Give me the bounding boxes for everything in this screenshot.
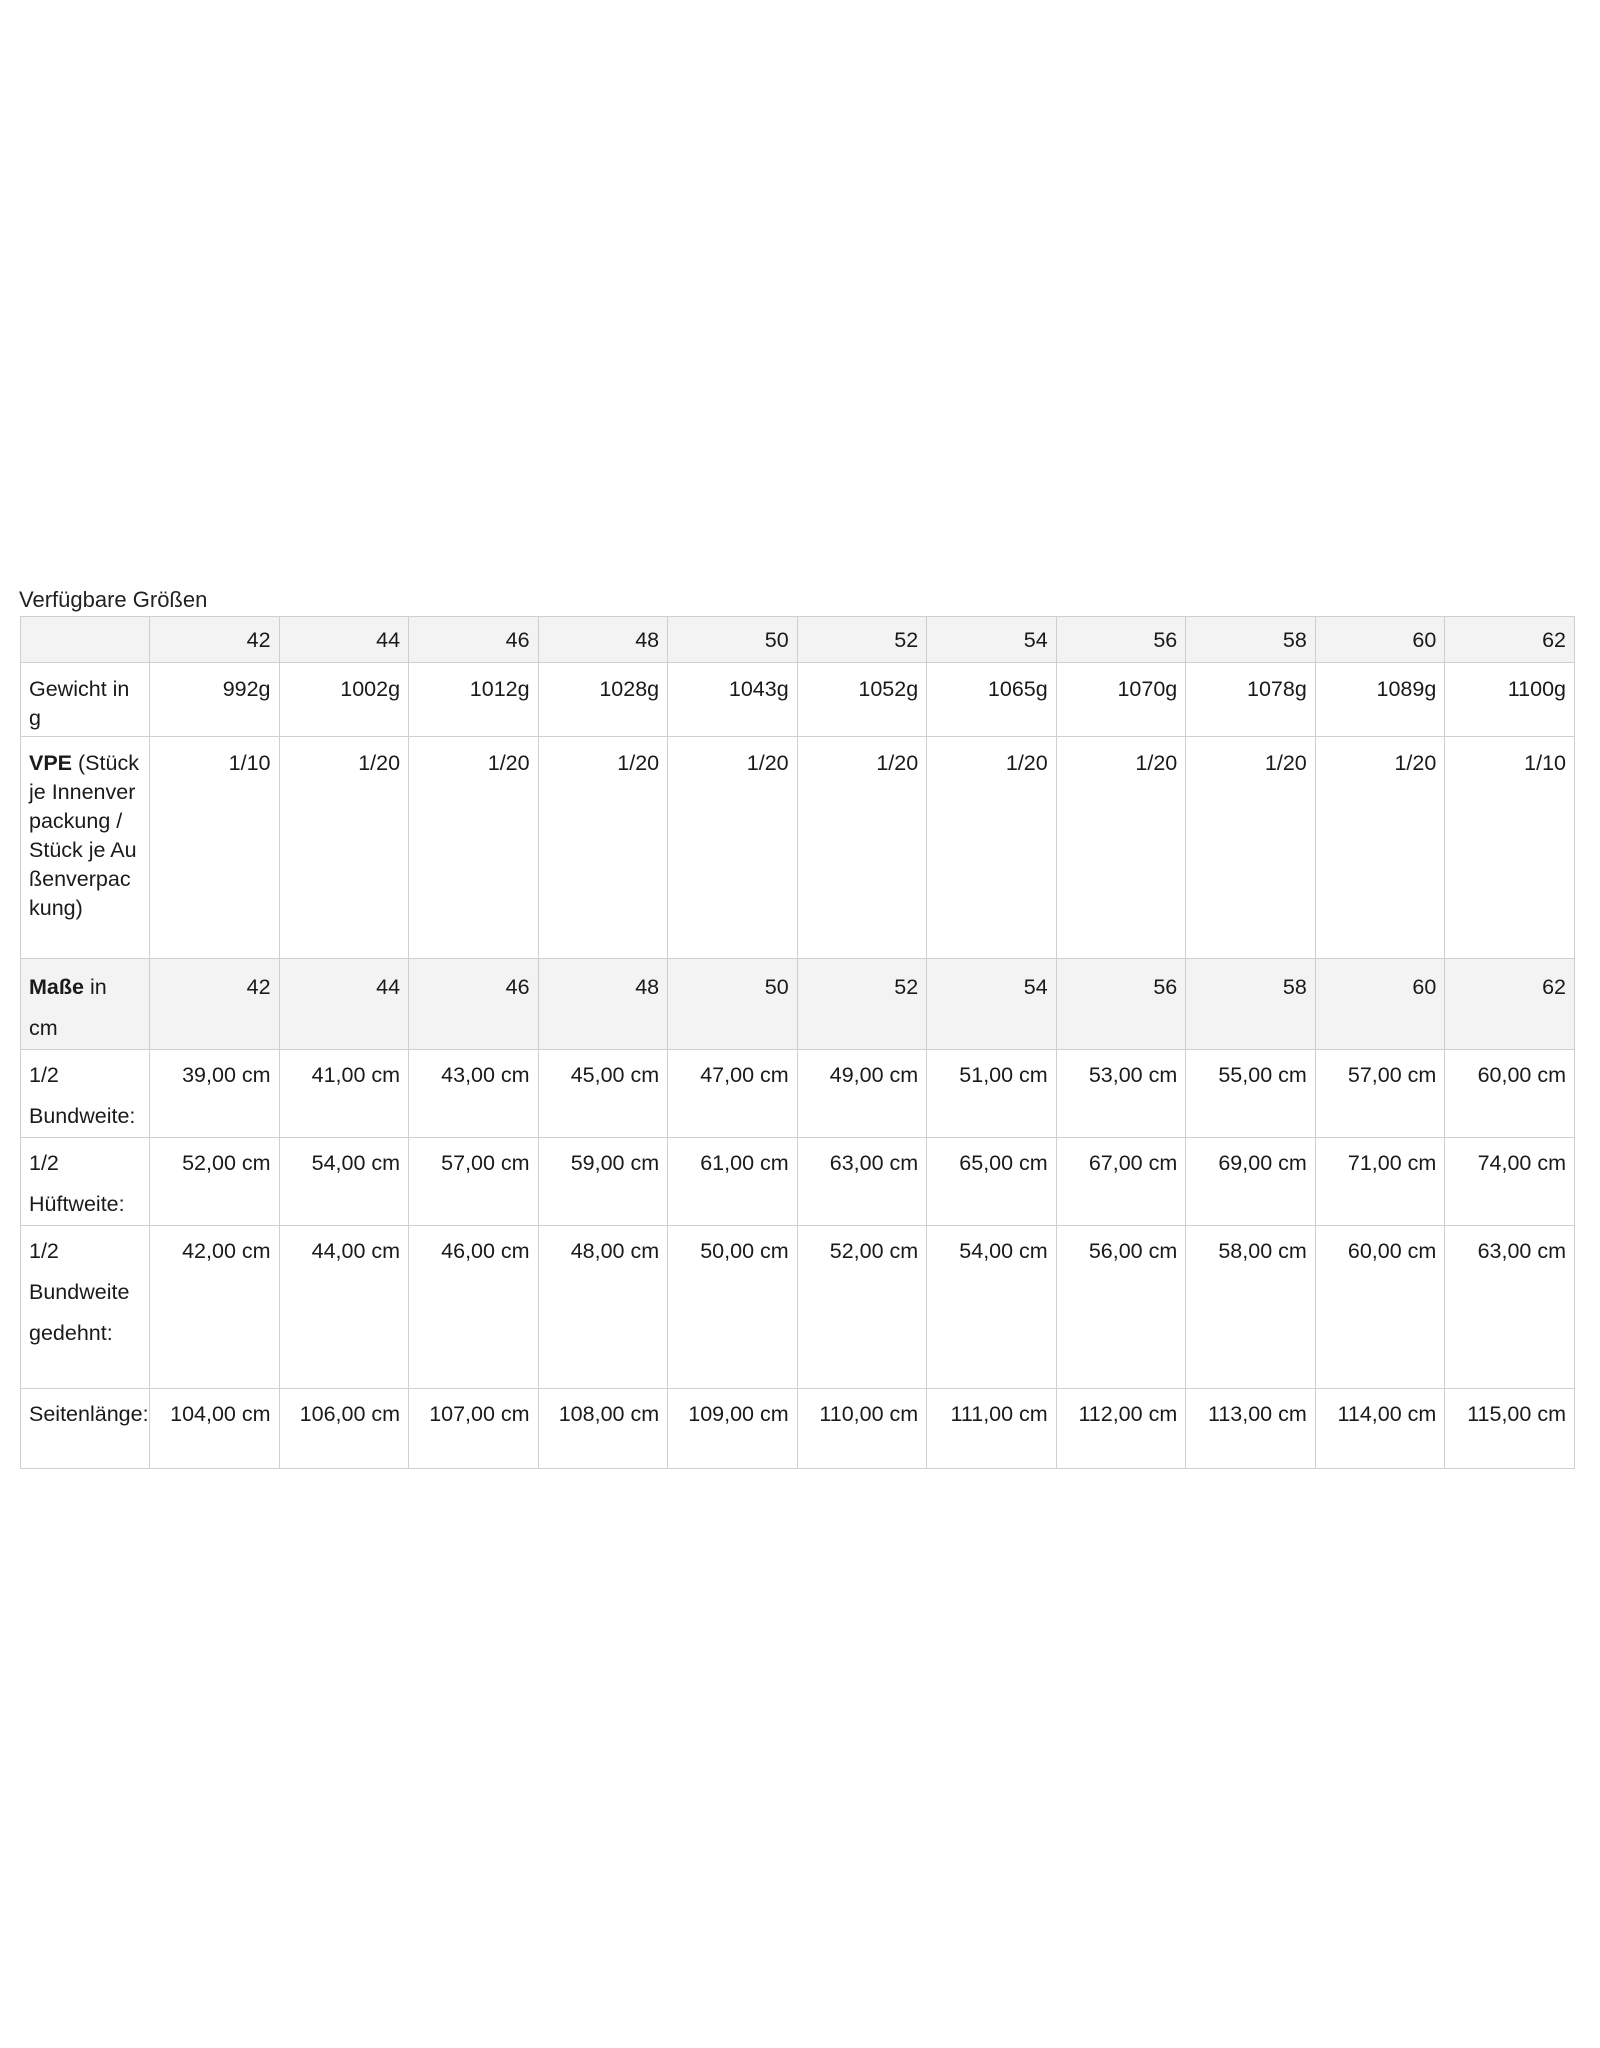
size-header-cell: 56 xyxy=(1056,617,1186,663)
bundweite-cell: 43,00 cm xyxy=(409,1050,539,1138)
size-header-cell: 46 xyxy=(409,617,539,663)
row-label-bold: Maße xyxy=(29,975,84,999)
bundweite_gedehnt-cell: 56,00 cm xyxy=(1056,1226,1186,1389)
size-header-cell: 50 xyxy=(668,617,798,663)
vpe-cell: 1/20 xyxy=(797,737,927,959)
size-header-cell: 62 xyxy=(1445,959,1575,1050)
seitenlaenge-cell: 104,00 cm xyxy=(150,1389,280,1469)
size-header-cell: 42 xyxy=(150,617,280,663)
hueftweite-cell: 69,00 cm xyxy=(1186,1138,1316,1226)
size-header-cell: 48 xyxy=(538,959,668,1050)
seitenlaenge-cell: 108,00 cm xyxy=(538,1389,668,1469)
size-header-cell: 62 xyxy=(1445,617,1575,663)
size-header-row xyxy=(21,617,1575,663)
row-label-hueftweite: 1/2 Hüftweite: xyxy=(21,1138,150,1226)
size-header-cell: 52 xyxy=(797,959,927,1050)
bundweite_gedehnt-cell: 58,00 cm xyxy=(1186,1226,1316,1389)
seitenlaenge-cell: 112,00 cm xyxy=(1056,1389,1186,1469)
size-header-cell: 44 xyxy=(279,959,409,1050)
size-header-cell: 44 xyxy=(279,617,409,663)
vpe-cell: 1/20 xyxy=(1056,737,1186,959)
size-header-cell: 58 xyxy=(1186,617,1316,663)
hueftweite-cell: 52,00 cm xyxy=(150,1138,280,1226)
size-header-cell: 60 xyxy=(1315,617,1445,663)
row-label-detail: in cm xyxy=(29,975,107,1040)
bundweite_gedehnt-cell: 42,00 cm xyxy=(150,1226,280,1389)
size-header-cell: 50 xyxy=(668,959,798,1050)
vpe-cell: 1/20 xyxy=(1186,737,1316,959)
size-table xyxy=(20,616,1575,1469)
bundweite-cell: 41,00 cm xyxy=(279,1050,409,1138)
vpe-cell: 1/20 xyxy=(279,737,409,959)
weight-cell: 1002g xyxy=(279,663,409,737)
bundweite-cell: 57,00 cm xyxy=(1315,1050,1445,1138)
hueftweite-cell: 63,00 cm xyxy=(797,1138,927,1226)
weight-cell: 1043g xyxy=(668,663,798,737)
bundweite-cell: 51,00 cm xyxy=(927,1050,1057,1138)
weight-cell: 1078g xyxy=(1186,663,1316,737)
bundweite_gedehnt-cell: 44,00 cm xyxy=(279,1226,409,1389)
bundweite-cell: 45,00 cm xyxy=(538,1050,668,1138)
half-waist-stretched-row xyxy=(21,1226,1575,1389)
table-caption: Verfügbare Größen xyxy=(19,587,208,612)
weight-cell: 1012g xyxy=(409,663,539,737)
bundweite_gedehnt-cell: 52,00 cm xyxy=(797,1226,927,1389)
size-header-cell: 46 xyxy=(409,959,539,1050)
seitenlaenge-cell: 106,00 cm xyxy=(279,1389,409,1469)
bundweite-cell: 47,00 cm xyxy=(668,1050,798,1138)
weight-cell: 1065g xyxy=(927,663,1057,737)
vpe-row xyxy=(21,737,1575,959)
bundweite-cell: 53,00 cm xyxy=(1056,1050,1186,1138)
header-corner-cell xyxy=(21,617,150,663)
weight-cell: 1089g xyxy=(1315,663,1445,737)
size-header-cell: 52 xyxy=(797,617,927,663)
row-label-bold: VPE xyxy=(29,751,73,775)
bundweite_gedehnt-cell: 63,00 cm xyxy=(1445,1226,1575,1389)
weight-cell: 1070g xyxy=(1056,663,1186,737)
bundweite-cell: 39,00 cm xyxy=(150,1050,280,1138)
weight-cell: 992g xyxy=(150,663,280,737)
bundweite_gedehnt-cell: 54,00 cm xyxy=(927,1226,1057,1389)
seitenlaenge-cell: 109,00 cm xyxy=(668,1389,798,1469)
half-waist-row xyxy=(21,1050,1575,1138)
weight-cell: 1052g xyxy=(797,663,927,737)
hueftweite-cell: 61,00 cm xyxy=(668,1138,798,1226)
seitenlaenge-cell: 115,00 cm xyxy=(1445,1389,1575,1469)
vpe-cell: 1/20 xyxy=(927,737,1057,959)
vpe-cell: 1/10 xyxy=(1445,737,1575,959)
seitenlaenge-cell: 107,00 cm xyxy=(409,1389,539,1469)
row-label-vpe xyxy=(21,737,150,959)
size-header-cell: 60 xyxy=(1315,959,1445,1050)
row-label-bundweite: 1/2 Bundweite: xyxy=(21,1050,150,1138)
size-header-cell: 56 xyxy=(1056,959,1186,1050)
half-hip-row xyxy=(21,1138,1575,1226)
seitenlaenge-cell: 110,00 cm xyxy=(797,1389,927,1469)
hueftweite-cell: 67,00 cm xyxy=(1056,1138,1186,1226)
vpe-cell: 1/20 xyxy=(538,737,668,959)
bundweite-cell: 60,00 cm xyxy=(1445,1050,1575,1138)
measurements-header-row xyxy=(21,959,1575,1050)
hueftweite-cell: 65,00 cm xyxy=(927,1138,1057,1226)
hueftweite-cell: 59,00 cm xyxy=(538,1138,668,1226)
row-label-measurements xyxy=(21,959,150,1050)
weight-row xyxy=(21,663,1575,737)
size-header-cell: 54 xyxy=(927,617,1057,663)
vpe-cell: 1/20 xyxy=(1315,737,1445,959)
size-header-cell: 58 xyxy=(1186,959,1316,1050)
hueftweite-cell: 54,00 cm xyxy=(279,1138,409,1226)
bundweite-cell: 55,00 cm xyxy=(1186,1050,1316,1138)
vpe-cell: 1/20 xyxy=(409,737,539,959)
weight-cell: 1100g xyxy=(1445,663,1575,737)
row-label-bundweite_gedehnt: 1/2 Bundweite gedehnt: xyxy=(21,1226,150,1389)
bundweite_gedehnt-cell: 48,00 cm xyxy=(538,1226,668,1389)
seitenlaenge-cell: 114,00 cm xyxy=(1315,1389,1445,1469)
seitenlaenge-cell: 111,00 cm xyxy=(927,1389,1057,1469)
hueftweite-cell: 74,00 cm xyxy=(1445,1138,1575,1226)
row-label-seitenlaenge: Seitenlänge: xyxy=(21,1389,150,1469)
size-header-cell: 48 xyxy=(538,617,668,663)
bundweite_gedehnt-cell: 60,00 cm xyxy=(1315,1226,1445,1389)
vpe-cell: 1/20 xyxy=(668,737,798,959)
row-label-weight: Gewicht in g xyxy=(21,663,150,737)
row-label-detail: (Stück je Innenverpackung / Stück je Außenverpackung) xyxy=(29,751,139,920)
size-header-cell: 42 xyxy=(150,959,280,1050)
hueftweite-cell: 71,00 cm xyxy=(1315,1138,1445,1226)
side-length-row xyxy=(21,1389,1575,1469)
bundweite_gedehnt-cell: 46,00 cm xyxy=(409,1226,539,1389)
seitenlaenge-cell: 113,00 cm xyxy=(1186,1389,1316,1469)
size-header-cell: 54 xyxy=(927,959,1057,1050)
weight-cell: 1028g xyxy=(538,663,668,737)
bundweite_gedehnt-cell: 50,00 cm xyxy=(668,1226,798,1389)
hueftweite-cell: 57,00 cm xyxy=(409,1138,539,1226)
vpe-cell: 1/10 xyxy=(150,737,280,959)
bundweite-cell: 49,00 cm xyxy=(797,1050,927,1138)
